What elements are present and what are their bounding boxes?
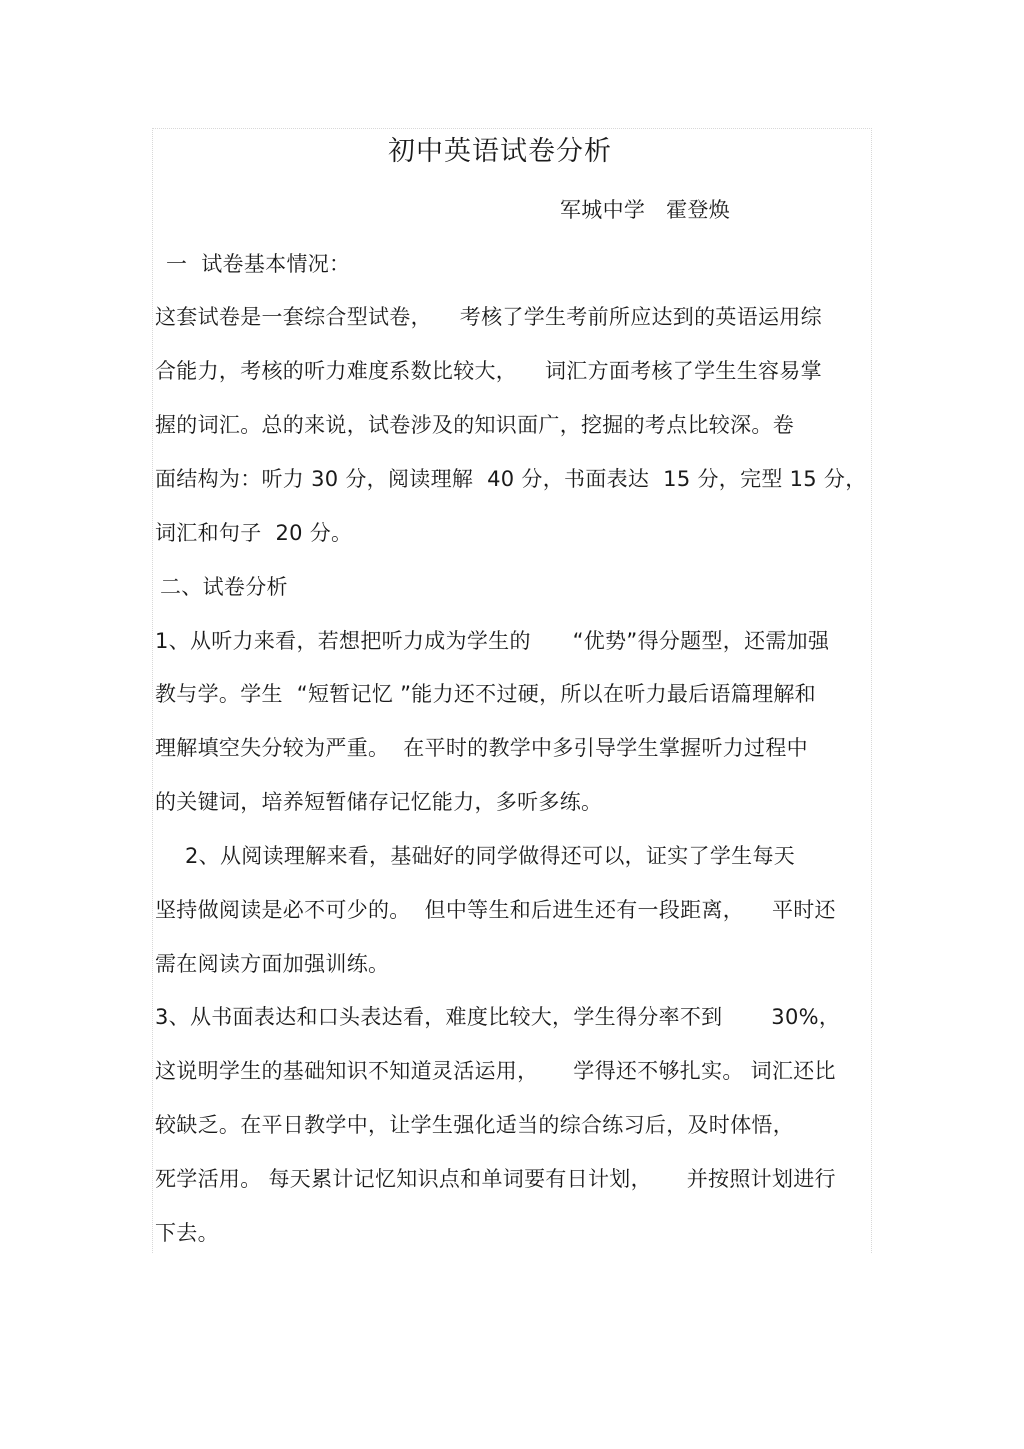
section-2-heading: 二、试卷分析	[160, 575, 288, 599]
paragraph-2-line: 需在阅读方面加强训练。	[155, 952, 390, 976]
section-1-line: 这套试卷是一套综合型试卷， 考核了学生考前所应达到的英语运用综	[155, 305, 822, 329]
document-title: 初中英语试卷分析	[388, 136, 612, 167]
document-author: 军城中学 霍登焕	[560, 198, 731, 222]
paragraph-3-line: 3、从书面表达和口头表达看，难度比较大，学生得分率不到 30%，	[155, 1005, 841, 1029]
paragraph-1-line: 1、从听力来看，若想把听力成为学生的 “优势”得分题型，还需加强	[155, 629, 830, 653]
paragraph-3-line: 这说明学生的基础知识不知道灵活运用， 学得还不够扎实。 词汇还比	[155, 1059, 836, 1083]
paragraph-1-line: 教与学。学生 “短暂记忆 ”能力还不过硬，所以在听力最后语篇理解和	[155, 682, 816, 706]
paragraph-3-line: 死学活用。 每天累计记忆知识点和单词要有日计划， 并按照计划进行	[155, 1167, 836, 1191]
paragraph-1-line: 的关键词，培养短暂储存记忆能力，多听多练。	[155, 790, 603, 814]
section-1-line: 词汇和句子 20 分。	[155, 521, 353, 545]
paragraph-1-line: 理解填空失分较为严重。 在平时的教学中多引导学生掌握听力过程中	[155, 736, 808, 760]
paragraph-3-line: 较缺乏。在平日教学中，让学生强化适当的综合练习后，及时体悟，	[155, 1113, 794, 1137]
section-1-line: 握的词汇。总的来说，试卷涉及的知识面广，挖掘的考点比较深。卷	[155, 413, 794, 437]
section-1-line: 合能力，考核的听力难度系数比较大， 词汇方面考核了学生生容易掌	[155, 359, 822, 383]
section-1-heading: 一 试卷基本情况：	[166, 252, 351, 276]
paragraph-2-line: 坚持做阅读是必不可少的。 但中等生和后进生还有一段距离， 平时还	[155, 898, 836, 922]
paragraph-2-line: 2、从阅读理解来看，基础好的同学做得还可以，证实了学生每天	[185, 844, 796, 868]
section-1-line: 面结构为：听力 30 分，阅读理解 40 分，书面表达 15 分，完型 15 分，	[155, 467, 867, 491]
paragraph-3-line: 下去。	[155, 1221, 219, 1245]
